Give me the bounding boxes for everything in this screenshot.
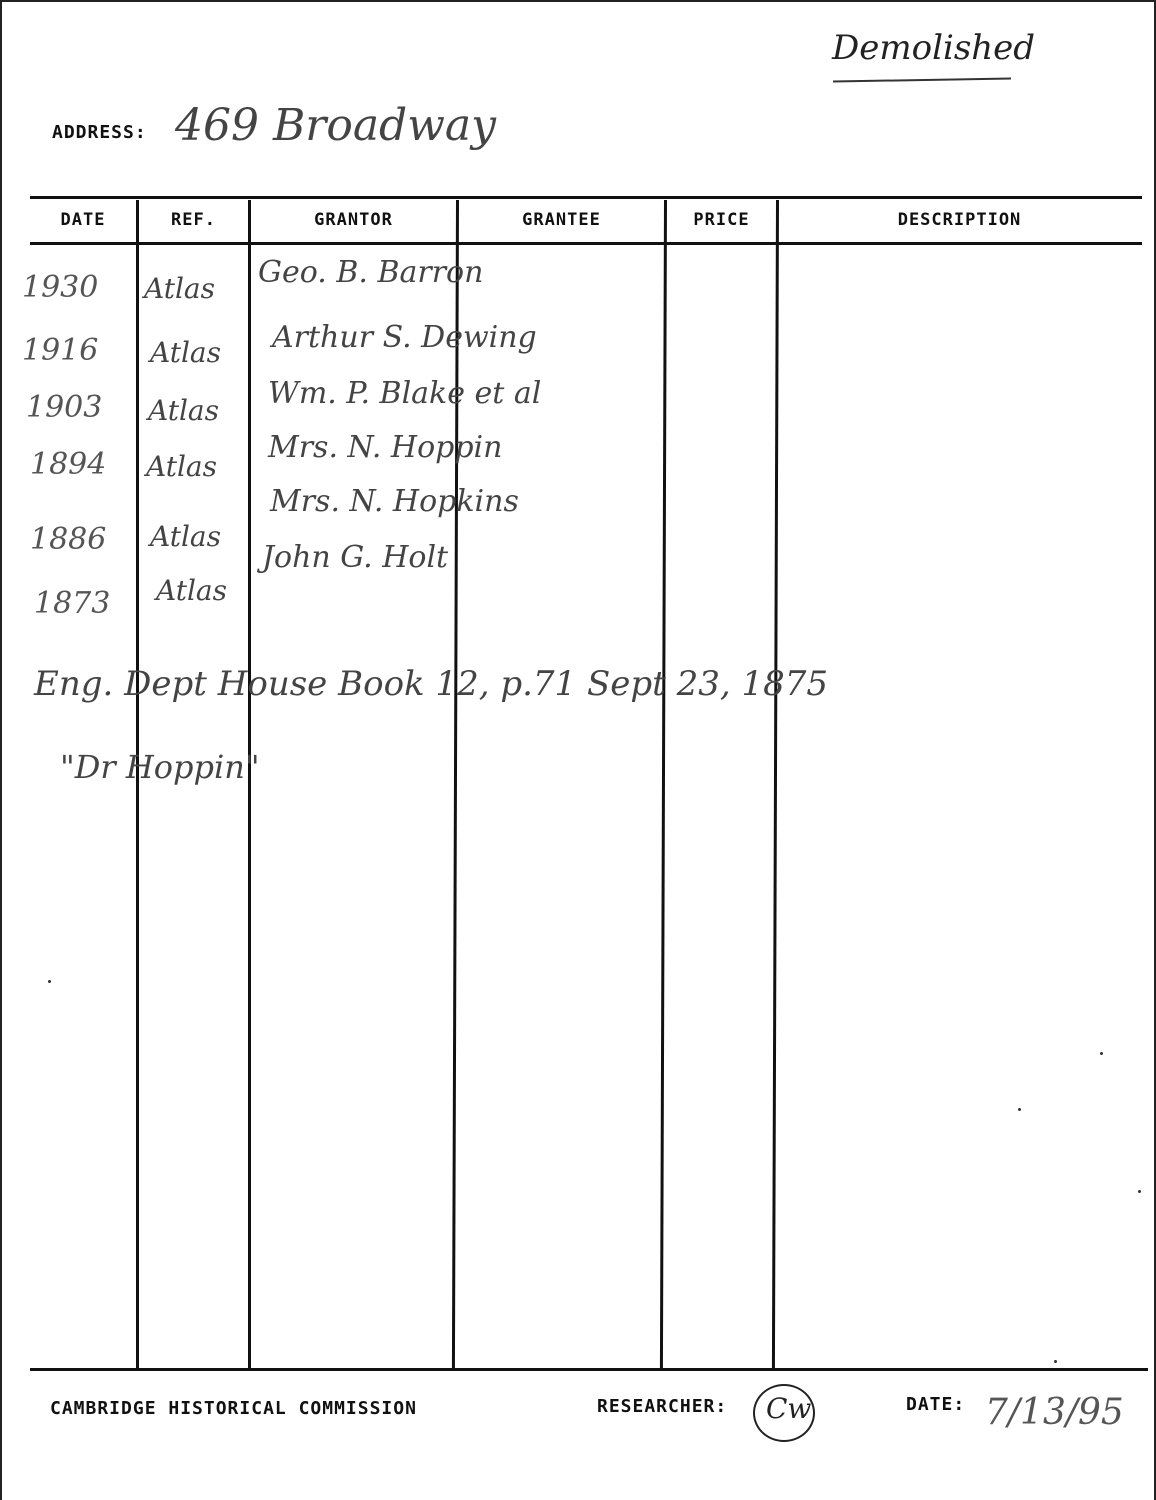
date-value: 7/13/95: [985, 1392, 1124, 1433]
scan-speck: [1054, 1360, 1057, 1363]
row-grantor: Geo. B. Barron: [258, 255, 484, 290]
header-grantee: GRANTEE: [522, 210, 601, 230]
header-price: PRICE: [693, 210, 750, 230]
row-grantor: Wm. P. Blake et al: [268, 376, 542, 411]
table-bottom-rule: [30, 1368, 1148, 1371]
row-grantor: Arthur S. Dewing: [272, 320, 537, 355]
scan-speck: [48, 980, 51, 983]
row-grantor: John G. Holt: [262, 540, 449, 575]
date-label: DATE:: [906, 1394, 966, 1415]
engineering-note-name: "Dr Hoppin": [60, 748, 260, 786]
row-ref: Atlas: [150, 520, 221, 553]
row-date: 1916: [22, 333, 99, 368]
researcher-label: RESEARCHER:: [597, 1396, 728, 1417]
address-value: 469 Broadway: [175, 100, 496, 151]
row-grantor: Mrs. N. Hopkins: [270, 484, 519, 519]
header-grantor: GRANTOR: [314, 210, 393, 230]
row-date: 1930: [22, 270, 99, 305]
scan-speck: [1100, 1052, 1103, 1055]
header-date: DATE: [60, 210, 106, 230]
row-date: 1886: [30, 522, 107, 557]
row-date: 1894: [30, 447, 107, 482]
researcher-initials: Cw: [766, 1392, 812, 1425]
scan-speck: [1018, 1108, 1021, 1111]
table-header-rule: [30, 242, 1142, 245]
row-ref: Atlas: [156, 574, 227, 607]
row-grantor: Mrs. N. Hoppin: [268, 430, 503, 465]
row-ref: Atlas: [150, 336, 221, 369]
commission-name: CAMBRIDGE HISTORICAL COMMISSION: [50, 1398, 417, 1419]
address-label: ADDRESS:: [52, 122, 147, 143]
engineering-note: Eng. Dept House Book 12, p.71 Sept 23, 1875: [34, 664, 829, 704]
header-ref: REF.: [171, 210, 216, 230]
row-date: 1873: [34, 586, 111, 621]
row-ref: Atlas: [144, 272, 215, 305]
table-top-rule: [30, 196, 1142, 199]
row-ref: Atlas: [148, 394, 219, 427]
row-date: 1903: [26, 390, 103, 425]
scan-speck: [1138, 1190, 1141, 1193]
header-description: DESCRIPTION: [897, 210, 1022, 230]
status-note: Demolished: [832, 28, 1036, 68]
row-ref: Atlas: [146, 450, 217, 483]
